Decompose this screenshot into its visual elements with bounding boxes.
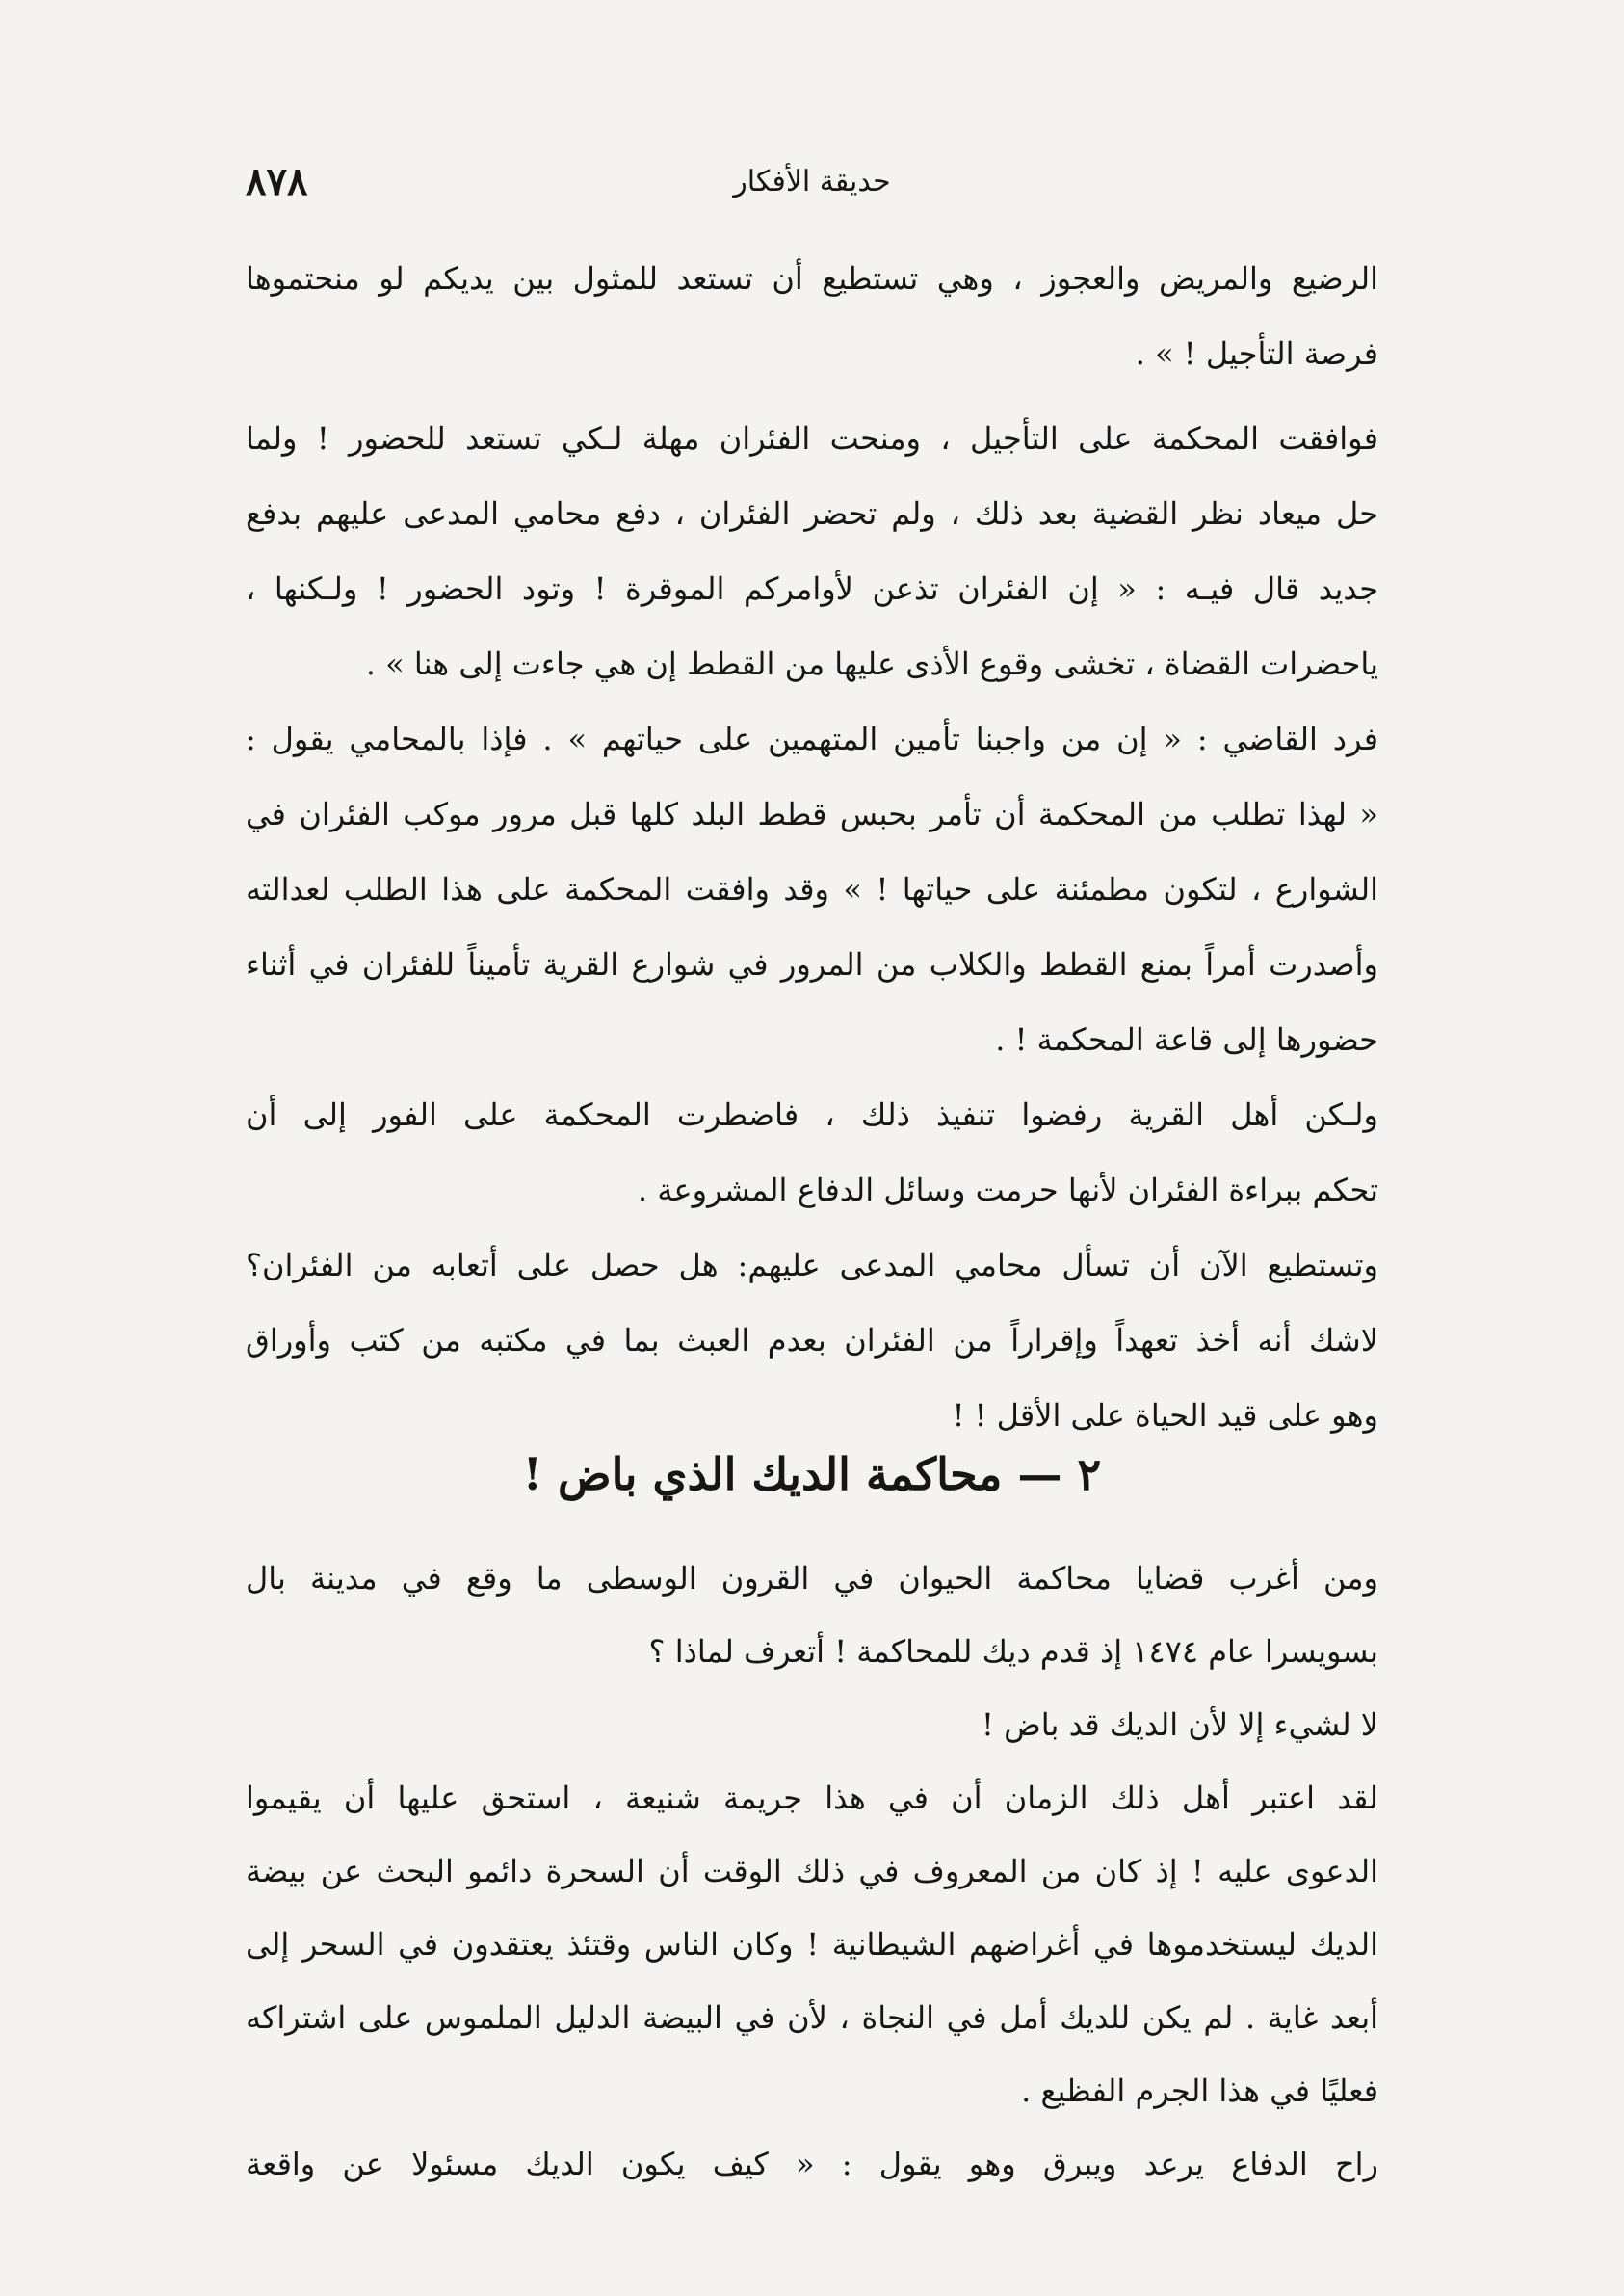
text-line: الدعوى عليه ! إذ كان من المعروف في ذلك الوقت أن السحرة دائمو البحث عن بيضة: [246, 1853, 1378, 1889]
paragraph: [246, 401, 1378, 701]
page-number: ٨٧٨: [246, 159, 308, 204]
text-line: تحكم ببراءة الفئران لأنها حرمت وسائل الدفاع المشروعة .: [638, 1172, 1378, 1208]
text-line: « لهذا تطلب من المحكمة أن تأمر بحبس قطط البلد كلها قبل مرور موكب الفئران في: [246, 796, 1378, 832]
page-header: [246, 159, 1378, 226]
text-line: الديك ليستخدموها في أغراضهم الشيطانية ! وكان الناس وقتئذ يعتقدون في السحر إلى: [246, 1926, 1378, 1963]
text-line: الشوارع ، لتكون مطمئنة على حياتها ! » وقد وافقت المحكمة على هذا الطلب لعدالته: [246, 871, 1378, 908]
section-2-body: [246, 1542, 1378, 2201]
paragraph: [246, 1761, 1378, 2127]
text-line: الرضيع والمريض والعجوز ، وهي تستطيع أن تستعد للمثول بين يديكم لو منحتموها: [246, 260, 1378, 297]
paragraph: [246, 1227, 1378, 1453]
paragraph: [246, 2127, 1378, 2201]
text-line: فوافقت المحكمة على التأجيل ، ومنحت الفئران مهلة لـكي تستعد للحضور ! ولما: [246, 420, 1378, 457]
paragraph: [246, 1542, 1378, 1688]
section-1-body: [246, 241, 1378, 1453]
text-line: لقد اعتبر أهل ذلك الزمان أن في هذا جريمة شنيعة ، استحق عليها أن يقيموا: [246, 1780, 1378, 1816]
text-line: لا لشيء إلا لأن الديك قد باض !: [982, 1706, 1378, 1743]
text-line: وتستطيع الآن أن تسأل محامي المدعى عليهم: هل حصل على أتعابه من الفئران؟: [246, 1247, 1378, 1283]
paragraph: [246, 1077, 1378, 1227]
text-line: لاشك أنه أخذ تعهداً وإقراراً من الفئران بعدم العبث بما في مكتبه من كتب وأوراق: [246, 1322, 1378, 1359]
running-title: حديقة الأفكار: [733, 165, 891, 198]
text-line: ومن أغرب قضايا محاكمة الحيوان في القرون الوسطى ما وقع في مدينة بال: [246, 1560, 1378, 1597]
text-line: بسويسرا عام ١٤٧٤ إذ قدم ديك للمحاكمة ! أتعرف لماذا ؟: [648, 1633, 1378, 1670]
text-line: ولـكن أهل القرية رفضوا تنفيذ ذلك ، فاضطرت المحكمة على الفور إلى أن: [246, 1096, 1378, 1133]
text-line: حضورها إلى قاعة المحكمة ! .: [995, 1021, 1378, 1058]
text-line: فرد القاضي : « إن من واجبنا تأمين المتهمين على حياتهم » . فإذا بالمحامي يقول :: [246, 721, 1378, 757]
text-line: فعليًا في هذا الجرم الفظيع .: [1021, 2072, 1378, 2109]
text-line: أبعد غاية . لم يكن للديك أمل في النجاة ، لأن في البيضة الدليل الملموس على اشتراكه: [246, 1999, 1378, 2036]
text-line: وهو على قيد الحياة على الأقل ! !: [952, 1397, 1378, 1434]
paragraph: [246, 1688, 1378, 1761]
text-line: فرصة التأجيل ! » .: [1135, 335, 1378, 372]
text-line: جديد قال فيـه : « إن الفئران تذعن لأوامركم الموقرة ! وتود الحضور ! ولـكنها ،: [246, 570, 1378, 607]
section-heading: ٢ — محاكمة الديك الذي باض !: [522, 1448, 1102, 1501]
text-line: راح الدفاع يرعد ويبرق وهو يقول : « كيف يكون الديك مسئولا عن واقعة: [246, 2146, 1378, 2182]
paragraph: [246, 241, 1378, 391]
paragraph: [246, 701, 1378, 1077]
text-line: حل ميعاد نظر القضية بعد ذلك ، ولم تحضر الفئران ، دفع محامي المدعى عليهم بدفع: [246, 495, 1378, 532]
text-line: ياحضرات القضاة ، تخشى وقوع الأذى عليها من القطط إن هي جاءت إلى هنا » .: [365, 646, 1378, 682]
text-line: وأصدرت أمراً بمنع القطط والكلاب من المرور في شوارع القرية تأميناً للفئران في أثناء: [246, 946, 1379, 983]
